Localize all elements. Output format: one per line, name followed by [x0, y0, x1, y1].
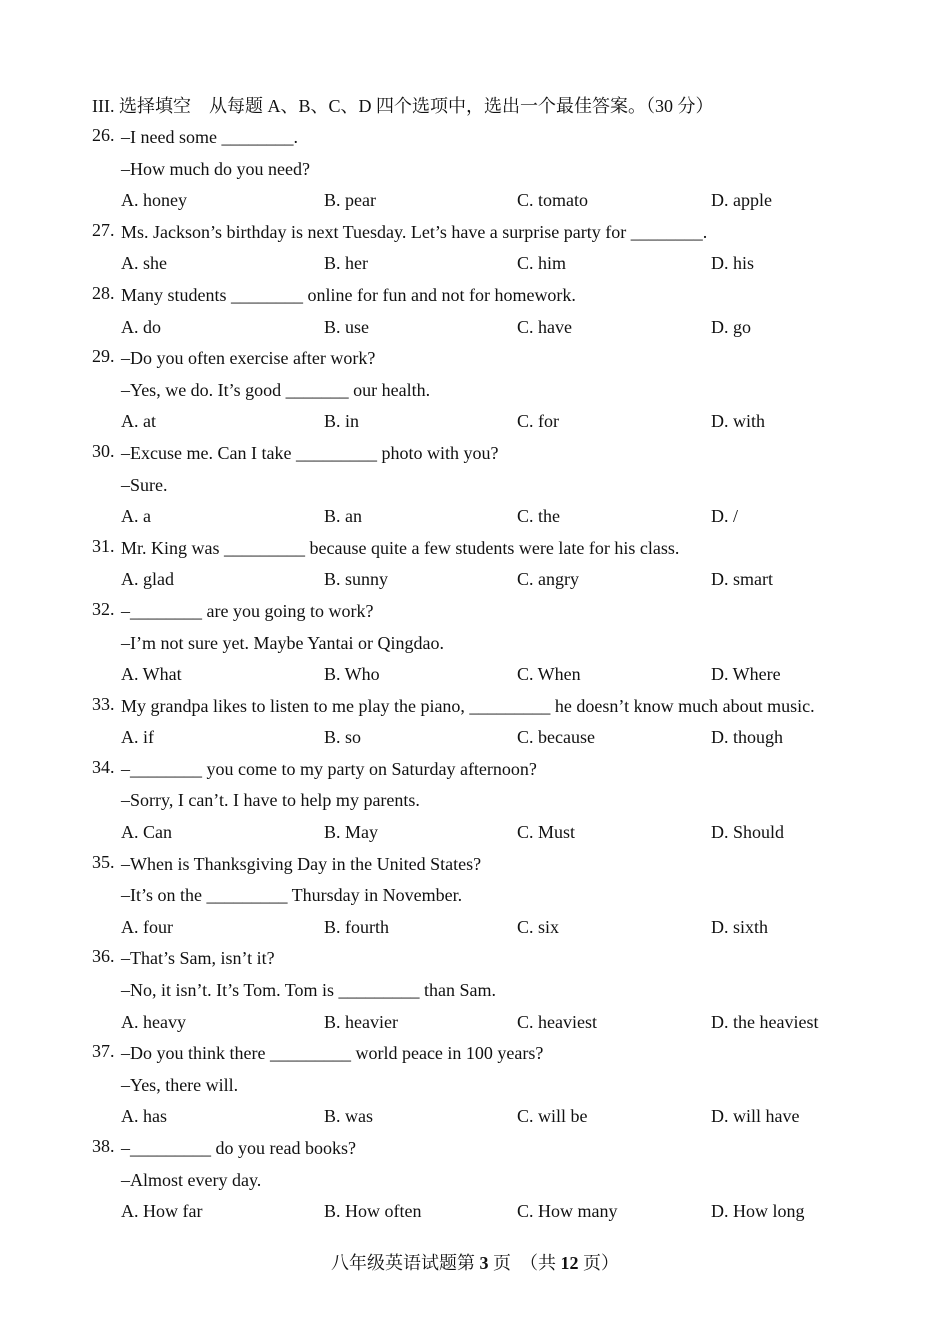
options-row	[0, 659, 950, 691]
footer-total-pages: 12	[560, 1253, 579, 1273]
answer-option: D. go	[711, 316, 751, 337]
question-list	[0, 122, 950, 1228]
answer-option: D. Where	[711, 664, 781, 685]
question-stem: –Do you think there _________ world peace in 100 years?	[121, 1043, 544, 1064]
answer-option: C. have	[517, 316, 572, 337]
options-row	[0, 1196, 950, 1228]
question-stem: –Excuse me. Can I take _________ photo with you?	[121, 442, 499, 463]
question-stem: –I need some ________.	[121, 127, 298, 147]
question-stem: –_________ do you read books?	[121, 1138, 356, 1158]
answer-option: B. in	[324, 411, 360, 432]
question-line	[0, 217, 950, 249]
question-reply: –How much do you need?	[121, 158, 310, 179]
answer-option: B. so	[324, 727, 362, 748]
answer-option: A. What	[121, 664, 182, 685]
answer-option: A. How far	[121, 1201, 203, 1222]
footer-suffix: 页）	[578, 1253, 619, 1273]
question-item	[0, 754, 950, 849]
question-stem: –Do you often exercise after work?	[121, 348, 376, 369]
question-stem: –When is Thanksgiving Day in the United States?	[121, 853, 482, 874]
question-line	[0, 596, 950, 628]
options-row	[0, 185, 950, 217]
question-stem: My grandpa likes to listen to me play the piano, _________ he doesn’t know much about music.	[121, 695, 815, 716]
answer-option: C. because	[517, 727, 595, 748]
question-line	[0, 628, 950, 660]
question-line	[0, 375, 950, 407]
options-row	[0, 1007, 950, 1039]
question-line	[0, 533, 950, 565]
answer-option: B. May	[324, 822, 378, 843]
question-line	[0, 880, 950, 912]
options-row	[0, 312, 950, 344]
question-line	[0, 1070, 950, 1102]
answer-option: C. angry	[517, 569, 579, 590]
answer-option: D. apple	[711, 190, 772, 211]
answer-option: A. four	[121, 916, 173, 937]
answer-option: D. though	[711, 727, 783, 748]
answer-option: B. heavier	[324, 1011, 398, 1032]
question-line	[0, 1133, 950, 1165]
question-number: 28.	[92, 282, 115, 303]
question-item	[0, 1038, 950, 1133]
answer-option: B. use	[324, 316, 369, 337]
question-number: 29.	[92, 346, 115, 367]
question-line	[0, 1165, 950, 1197]
question-stem: Mr. King was _________ because quite a few students were late for his class.	[121, 537, 680, 558]
answer-option: A. glad	[121, 569, 174, 590]
answer-option: B. pear	[324, 190, 376, 211]
answer-option: D. How long	[711, 1201, 805, 1222]
question-line	[0, 280, 950, 312]
options-row	[0, 564, 950, 596]
answer-option: C. How many	[517, 1201, 618, 1222]
answer-option: C. will be	[517, 1106, 588, 1127]
question-number: 33.	[92, 693, 115, 714]
question-number: 31.	[92, 535, 115, 556]
question-line	[0, 975, 950, 1007]
question-reply: –Yes, we do. It’s good _______ our health.	[121, 379, 431, 400]
options-row	[0, 1101, 950, 1133]
question-item	[0, 343, 950, 438]
question-item	[0, 438, 950, 533]
question-item	[0, 280, 950, 343]
question-stem: –________ you come to my party on Saturday afternoon?	[121, 758, 537, 779]
question-reply: –Yes, there will.	[121, 1074, 239, 1095]
question-number: 37.	[92, 1041, 115, 1062]
question-stem: Many students ________ online for fun and not for homework.	[121, 284, 576, 305]
question-line	[0, 754, 950, 786]
answer-option: B. sunny	[324, 569, 389, 590]
options-row	[0, 722, 950, 754]
answer-option: C. Must	[517, 822, 576, 843]
answer-option: C. heaviest	[517, 1011, 597, 1032]
question-line	[0, 943, 950, 975]
question-number: 34.	[92, 756, 115, 777]
answer-option: D. with	[711, 411, 765, 432]
answer-option: D. smart	[711, 569, 773, 590]
question-line	[0, 122, 950, 154]
question-number: 32.	[92, 598, 115, 619]
question-number: 36.	[92, 946, 115, 967]
answer-option: A. a	[121, 506, 151, 527]
options-row	[0, 501, 950, 533]
answer-option: C. for	[517, 411, 559, 432]
footer-page-number: 3	[479, 1253, 489, 1273]
question-reply: –No, it isn’t. It’s Tom. Tom is _________ than Sam.	[121, 980, 497, 1001]
answer-option: B. her	[324, 253, 368, 274]
question-item	[0, 596, 950, 691]
question-item	[0, 217, 950, 280]
question-stem: –That’s Sam, isn’t it?	[121, 948, 275, 969]
question-reply: –Almost every day.	[121, 1169, 262, 1190]
question-line	[0, 849, 950, 881]
question-stem: Ms. Jackson’s birthday is next Tuesday. Let’s have a surprise party for ________.	[121, 221, 708, 242]
question-number: 35.	[92, 851, 115, 872]
question-item	[0, 691, 950, 754]
answer-option: A. has	[121, 1106, 167, 1127]
answer-option: C. tomato	[517, 190, 588, 211]
answer-option: A. if	[121, 727, 154, 748]
question-line	[0, 343, 950, 375]
section-header: III. 选择填空 从每题 A、B、C、D 四个选项中，选出一个最佳答案。（30 分）	[92, 96, 714, 116]
question-number: 27.	[92, 219, 115, 240]
answer-option: B. Who	[324, 664, 380, 685]
answer-option: B. was	[324, 1106, 373, 1127]
answer-option: D. /	[711, 506, 738, 527]
question-item	[0, 1133, 950, 1228]
answer-option: A. heavy	[121, 1011, 186, 1032]
question-number: 30.	[92, 440, 115, 461]
options-row	[0, 817, 950, 849]
answer-option: A. at	[121, 411, 156, 432]
answer-option: B. fourth	[324, 916, 389, 937]
question-item	[0, 122, 950, 217]
question-reply: –Sure.	[121, 474, 168, 495]
answer-option: A. Can	[121, 822, 172, 843]
options-row	[0, 912, 950, 944]
answer-option: C. six	[517, 916, 560, 937]
options-row	[0, 406, 950, 438]
question-line	[0, 154, 950, 186]
question-line	[0, 691, 950, 723]
footer-prefix: 八年级英语试题第	[331, 1253, 480, 1273]
answer-option: C. the	[517, 506, 560, 527]
question-reply: –It’s on the _________ Thursday in November.	[121, 885, 463, 906]
answer-option: D. his	[711, 253, 755, 274]
footer-middle: 页 （共	[488, 1253, 561, 1273]
question-number: 38.	[92, 1136, 115, 1156]
answer-option: A. she	[121, 253, 167, 274]
question-line	[0, 1038, 950, 1070]
answer-option: C. him	[517, 253, 567, 274]
answer-option: A. honey	[121, 190, 187, 211]
question-reply: –Sorry, I can’t. I have to help my parents.	[121, 790, 420, 811]
options-row	[0, 248, 950, 280]
answer-option: D. the heaviest	[711, 1011, 819, 1032]
question-reply: –I’m not sure yet. Maybe Yantai or Qingdao.	[121, 632, 444, 653]
answer-option: D. Should	[711, 822, 785, 843]
question-line	[0, 785, 950, 817]
question-item	[0, 849, 950, 944]
answer-option: B. How often	[324, 1201, 422, 1222]
question-number: 26.	[92, 125, 115, 145]
question-item	[0, 943, 950, 1038]
answer-option: C. When	[517, 664, 581, 685]
answer-option: D. will have	[711, 1106, 800, 1127]
page-footer	[0, 1249, 950, 1275]
question-line	[0, 438, 950, 470]
answer-option: A. do	[121, 316, 161, 337]
answer-option: B. an	[324, 506, 362, 527]
question-stem: –________ are you going to work?	[121, 600, 374, 621]
question-item	[0, 533, 950, 596]
question-line	[0, 470, 950, 502]
answer-option: D. sixth	[711, 916, 769, 937]
